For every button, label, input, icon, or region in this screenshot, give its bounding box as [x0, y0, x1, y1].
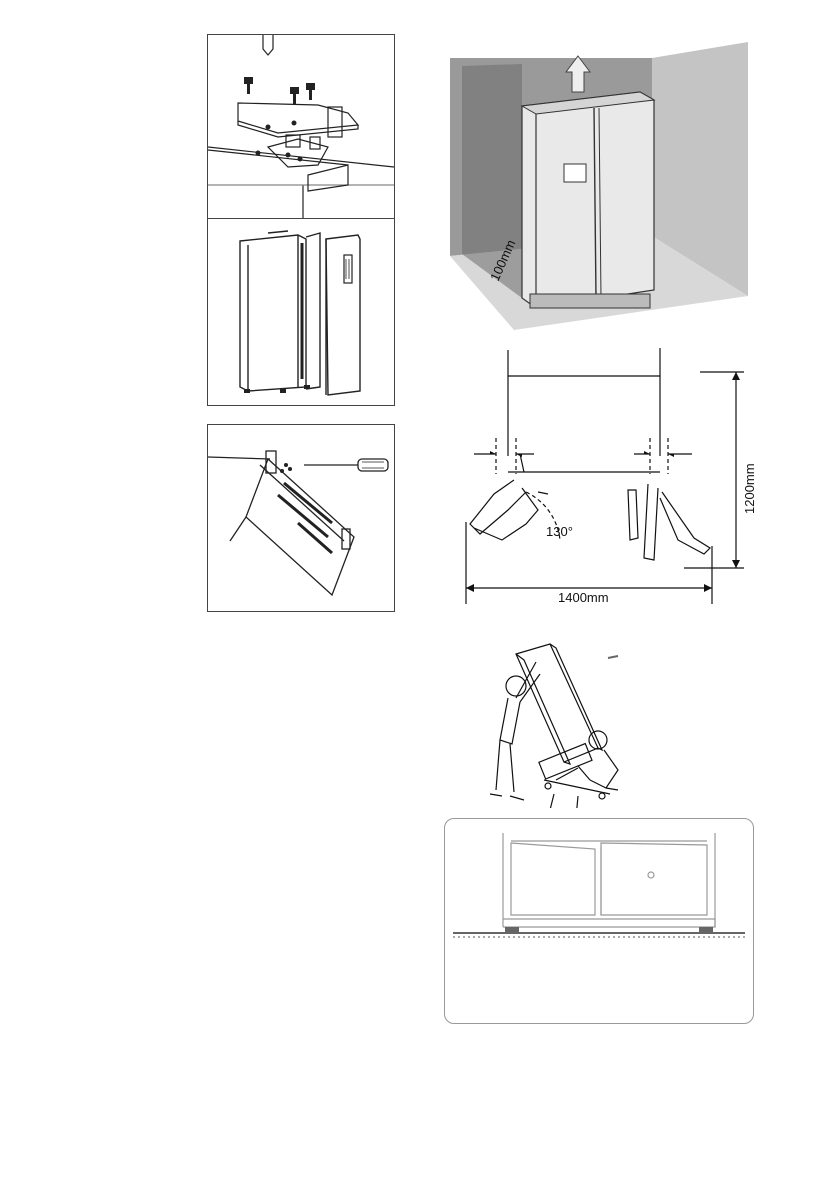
clearance-drawing: [426, 36, 772, 332]
screwdriver-icon: [304, 459, 388, 471]
swing-width-label: 1400mm: [558, 590, 609, 604]
moving-fridge-drawing: [486, 640, 636, 808]
clearance-figure: [426, 36, 772, 332]
door-angle-label: 130°: [546, 524, 573, 539]
hinge-screws: [244, 77, 315, 162]
back-gap-label: 100mm: [487, 237, 519, 284]
hinge-adjust-figure: [207, 424, 395, 612]
door-detached-drawing: [208, 219, 394, 405]
leveling-feet-figure: [444, 818, 754, 1024]
door-swing-figure: [454, 342, 764, 604]
hinge-drawing: [208, 35, 394, 219]
floor-line: [453, 933, 745, 937]
hinge-removal-figure: [207, 34, 395, 220]
swing-depth-label: 1200mm: [742, 463, 757, 514]
hinge-adjust-drawing: [208, 425, 394, 611]
door-swing-drawing: [454, 342, 764, 604]
moving-fridge-figure: [486, 640, 636, 808]
leveling-feet: [505, 927, 713, 933]
leveling-feet-drawing: [445, 819, 753, 1023]
fridge-drawing: [522, 92, 654, 308]
door-detached-figure: [207, 218, 395, 406]
